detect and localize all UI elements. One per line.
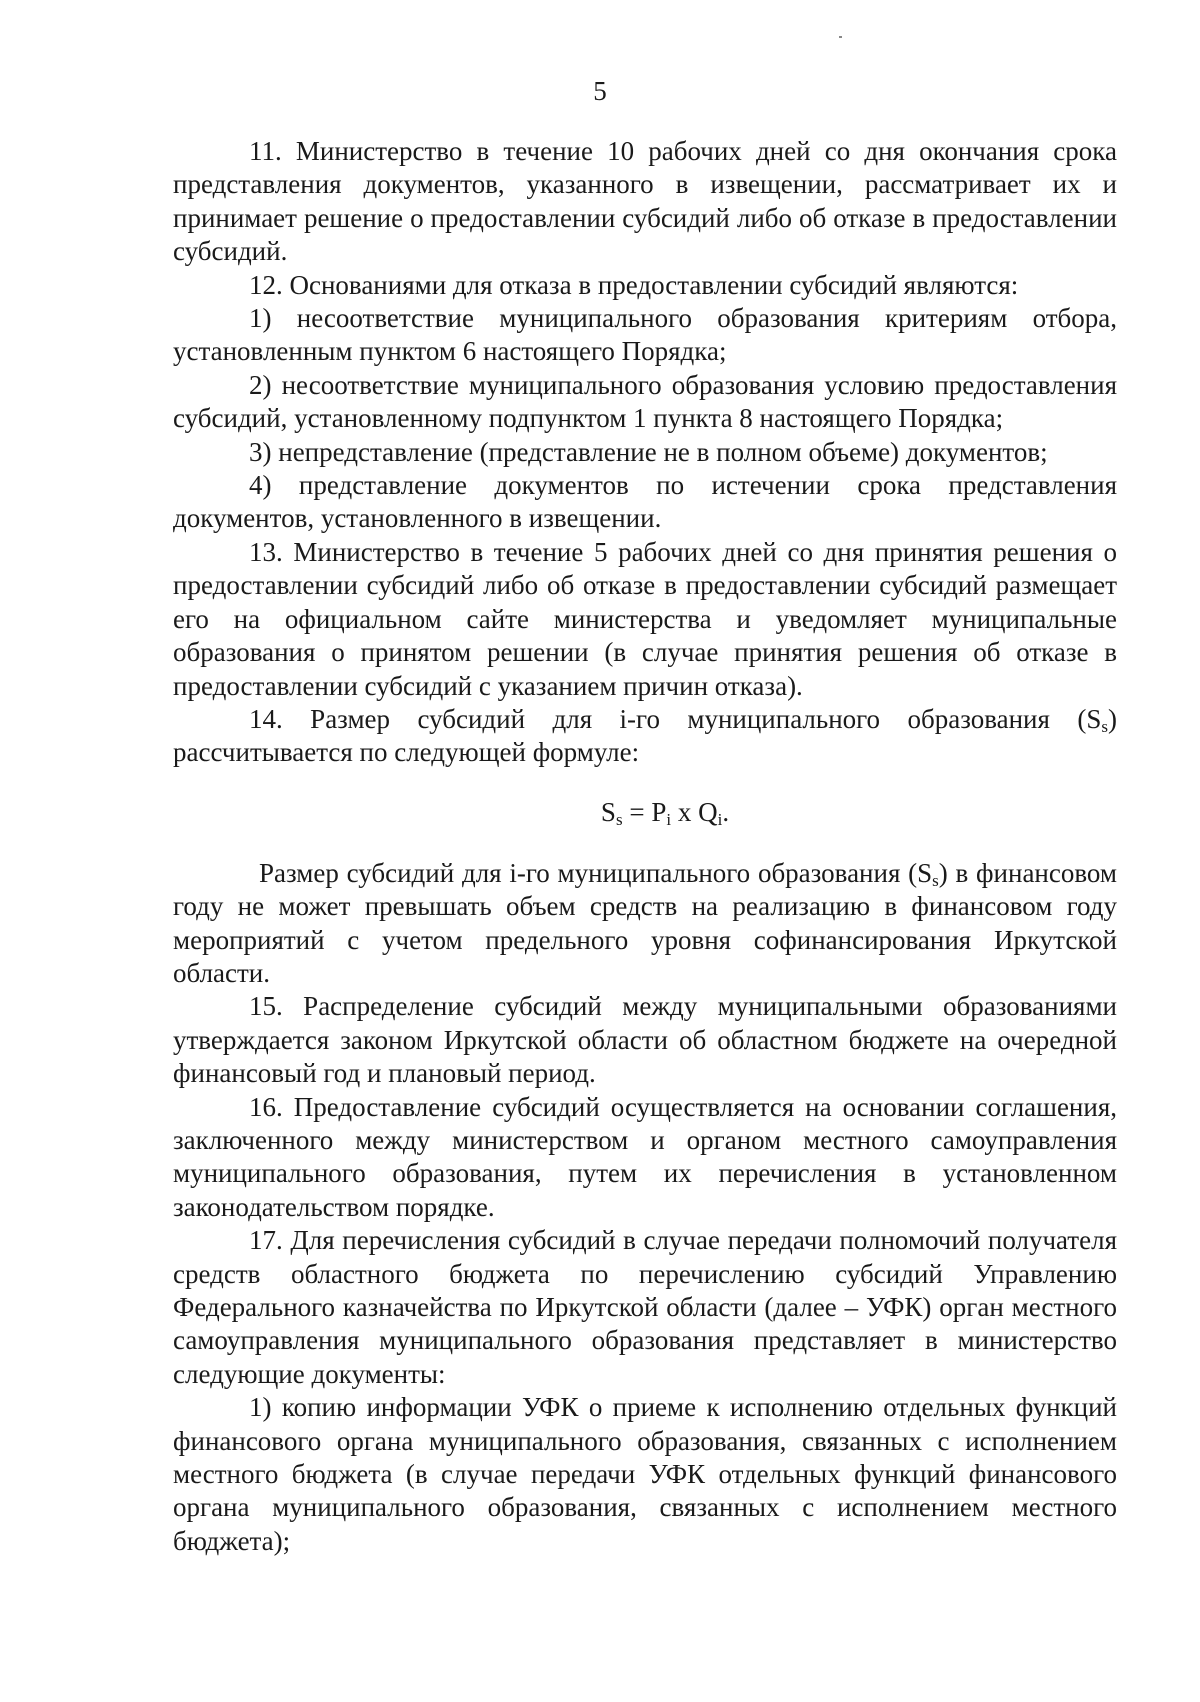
subscript-s: s xyxy=(1101,716,1108,736)
paragraph-13: 13. Министерство в течение 5 рабочих дней со дня принятия решения о предоставлении субсидий либо об отказе в предоставлении субсидий размещает его на официальном сайте министерства и уведомляет муниципальные образования о принятом решении (в случае принятия решения об отказе в предоставлении субсидий с указанием причин отказа). xyxy=(173,536,1117,701)
paragraph-14-continued: Размер субсидий для i-го муниципального образования $(S_s)$ в финансовом году не может превышать объем средств на реализацию в финансовом году мероприятий с учетом предельного уровня софинансирования Иркутской области. xyxy=(173,857,1117,988)
scan-speck xyxy=(839,36,842,38)
list-item-12-4: 4) представление документов по истечении срока представления документов, установленного в извещении. xyxy=(173,470,1117,534)
paragraph-12: 12. Основаниями для отказа в предоставлении субсидий являются: xyxy=(249,269,1019,300)
page-number: 5 xyxy=(593,76,607,106)
formula-s-sub: s xyxy=(615,809,623,829)
subsidy-formula xyxy=(173,796,1117,829)
paragraph-17: 17. Для перечисления субсидий в случае передачи полномочий получателя средств областного бюджета по перечислению субсидий Управлению Федерального казначейства по Иркутской области (далее – УФК) орган местного самоуправления муниципального образования представляет в министерство следующие документы: xyxy=(173,1225,1117,1389)
paragraph-16: 16. Предоставление субсидий осуществляется на основании соглашения, заключенного между министерством и органом местного самоуправления муниципального образования, путем их перечисления в установленном законодательством порядке. xyxy=(173,1091,1117,1222)
paragraph-14: 14. Размер субсидий для i-го муниципального образования $(S_s)$ рассчитывается по следующей формуле: xyxy=(173,703,1117,768)
formula-times: x xyxy=(671,796,699,827)
formula-end: . xyxy=(722,796,730,827)
paragraph-15: 15. Распределение субсидий между муниципальными образованиями утверждается законом Иркутской области об областном бюджете на очередной финансовый год и плановый период. xyxy=(173,991,1117,1089)
list-item-17-1: 1) копию информации УФК о приеме к исполнению отдельных функций финансового органа муниципального образования, связанных с исполнением местного бюджета (в случае передачи УФК отдельных функций финансового органа муниципального образования, связанных с исполнением местного бюджета); xyxy=(173,1392,1117,1556)
formula-p-sub: i xyxy=(666,809,672,829)
list-item-12-3: 3) непредставление (представление не в полном объеме) документов; xyxy=(249,436,1048,467)
paragraph-11: 11. Министерство в течение 10 рабочих дней со дня окончания срока представления документов, указанного в извещении, рассматривает их и принимает решение о предоставлении субсидий либо об отказе в предоставлении субсидий. xyxy=(173,136,1117,267)
document-body xyxy=(173,135,1117,1558)
formula-s: S xyxy=(600,796,616,827)
formula-q: Q xyxy=(698,796,718,827)
formula-q-sub: i xyxy=(717,809,723,829)
formula-p: P xyxy=(651,796,667,827)
subscript-s: s xyxy=(932,870,939,890)
list-item-12-1: 1) несоответствие муниципального образования критериям отбора, установленным пунктом 6 настоящего Порядка; xyxy=(173,303,1117,367)
formula-equals: = xyxy=(622,796,652,827)
list-item-12-2: 2) несоответствие муниципального образования условию предоставления субсидий, установленному подпунктом 1 пункта 8 настоящего Порядка; xyxy=(173,369,1117,434)
